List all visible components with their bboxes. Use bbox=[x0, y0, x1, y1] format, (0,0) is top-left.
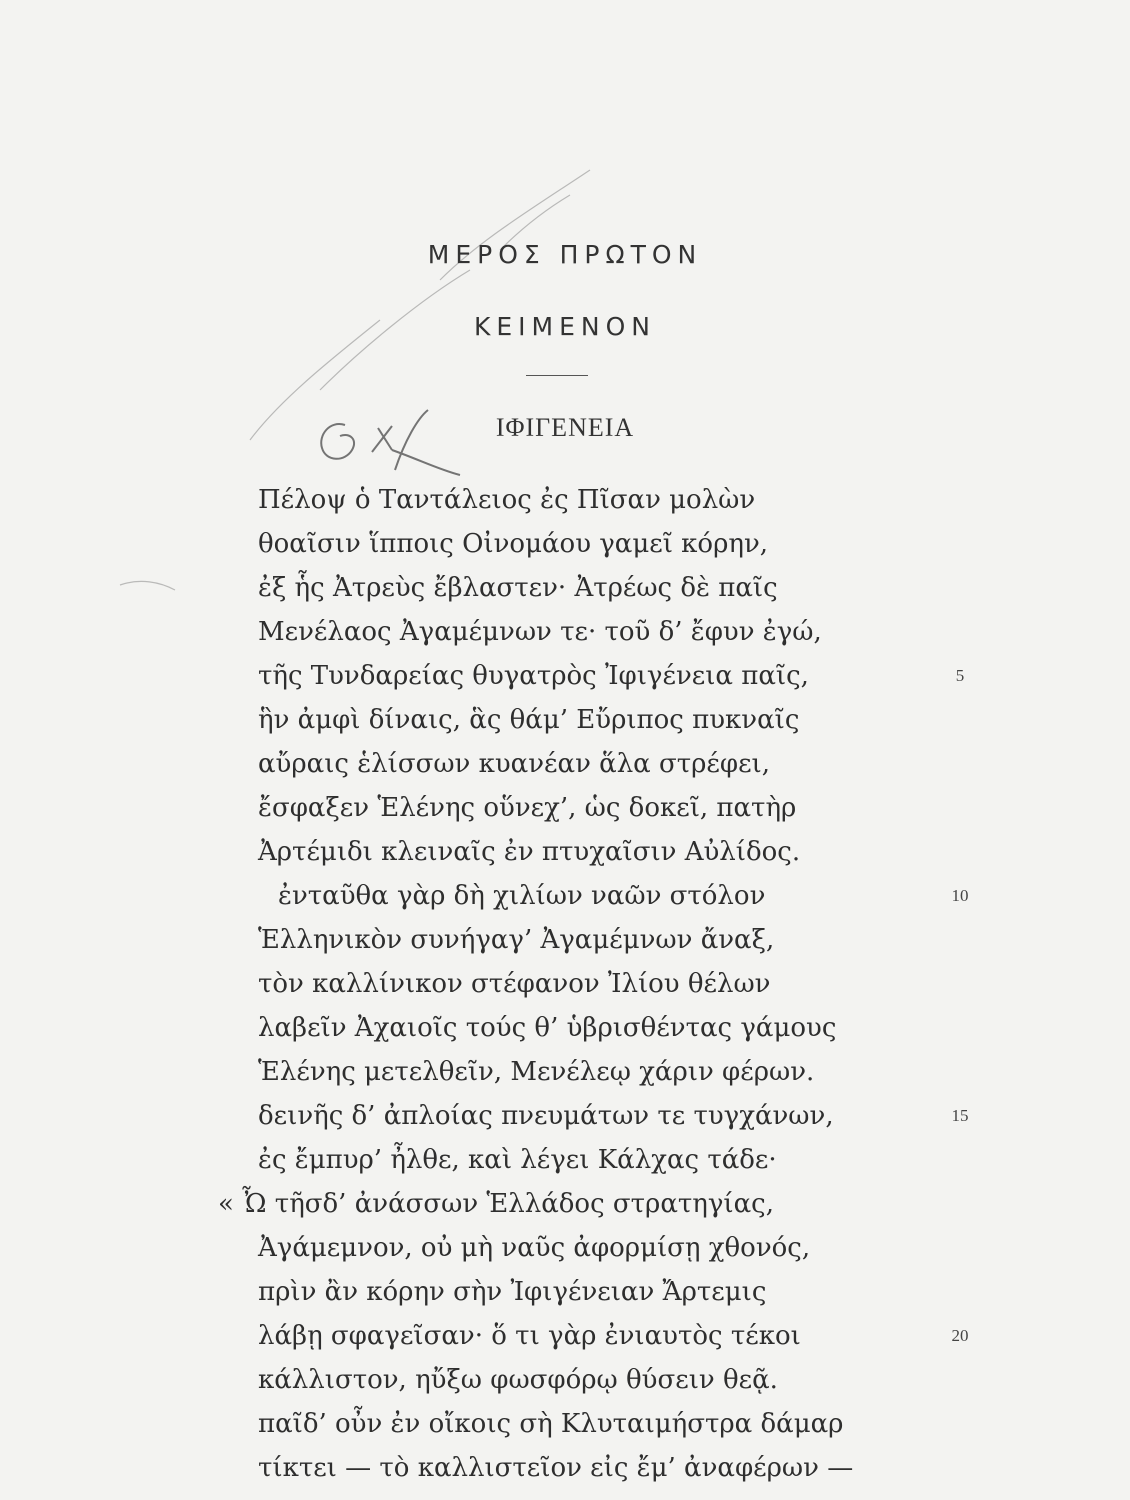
verse-line: ἐνταῦθα γὰρ δὴ χιλίων ναῶν στόλον bbox=[278, 881, 766, 911]
verse-line: πρὶν ἂν κόρην σὴν Ἰφιγένειαν Ἄρτεμις bbox=[258, 1277, 767, 1307]
verse-line: τίκτει — τὸ καλλιστεῖον εἰς ἔμ’ ἀναφέρων — bbox=[258, 1453, 854, 1483]
verse-line: θοαῖσιν ἵπποις Οἰνομάου γαμεῖ κόρην, bbox=[258, 529, 769, 559]
verse-line: ἔσφαξεν Ἑλένης οὕνεχ’, ὡς δοκεῖ, πατὴρ bbox=[258, 793, 797, 823]
play-title: ΙΦΙΓΕΝΕΙΑ bbox=[495, 413, 635, 442]
verse-line: Μενέλαος Ἀγαμέμνων τε· τοῦ δ’ ἔφυν ἐγώ, bbox=[258, 617, 822, 647]
verse-line: Ἀγάμεμνον, οὐ μὴ ναῦς ἀφορμίσῃ χθονός, bbox=[258, 1233, 811, 1263]
verse-line: κάλλιστον, ηὔξω φωσφόρῳ θύσειν θεᾷ. bbox=[258, 1365, 778, 1395]
verse-line: λαβεῖν Ἀχαιοῖς τούς θ’ ὑβρισθέντας γάμους bbox=[258, 1013, 837, 1043]
verse-line: δεινῆς δ’ ἀπλοίας πνευμάτων τε τυγχάνων, bbox=[258, 1101, 834, 1131]
section-title: ΚΕΙΜΕΝΟΝ bbox=[473, 312, 656, 341]
line-number: 5 bbox=[955, 666, 965, 685]
verse-line: ἐξ ἧς Ἀτρεὺς ἔβλαστεν· Ἀτρέως δὲ παῖς bbox=[258, 573, 778, 603]
verse-line: ἣν ἀμφὶ δίναις, ἃς θάμ’ Εὔριπος πυκναῖς bbox=[258, 705, 800, 735]
verse-line: « Ὦ τῆσδ’ ἀνάσσων Ἑλλάδος στρατηγίας, bbox=[218, 1189, 774, 1219]
verse-line: Πέλοψ ὁ Ταντάλειος ἐς Πῖσαν μολὼν bbox=[258, 485, 756, 515]
verse-line: τὸν καλλίνικον στέφανον Ἰλίου θέλων bbox=[258, 969, 771, 999]
part-title: ΜΕΡΟΣ ΠΡΩΤΟΝ bbox=[427, 240, 703, 269]
line-number: 15 bbox=[951, 1106, 969, 1125]
verse-line: αὔραις ἑλίσσων κυανέαν ἅλα στρέφει, bbox=[258, 749, 771, 779]
verse-line: λάβῃ σφαγεῖσαν· ὅ τι γὰρ ἐνιαυτὸς τέκοι bbox=[258, 1321, 801, 1351]
verse-line: Ἀρτέμιδι κλειναῖς ἐν πτυχαῖσιν Αὐλίδος. bbox=[258, 837, 801, 867]
verse-line: Ἑλένης μετελθεῖν, Μενέλεῳ χάριν φέρων. bbox=[258, 1057, 815, 1087]
line-number: 10 bbox=[951, 886, 969, 905]
verse-line: τῆς Τυνδαρείας θυγατρὸς Ἰφιγένεια παῖς, bbox=[258, 661, 809, 691]
verse-line: ἐς ἔμπυρ’ ἦλθε, καὶ λέγει Κάλχας τάδε· bbox=[258, 1145, 777, 1175]
verse-line: παῖδ’ οὖν ἐν οἴκοις σὴ Κλυταιμήστρα δάμαρ bbox=[258, 1409, 844, 1439]
verse-line: Ἑλληνικὸν συνήγαγ’ Ἀγαμέμνων ἄναξ, bbox=[258, 925, 775, 955]
line-number: 20 bbox=[951, 1326, 969, 1345]
title-divider bbox=[526, 375, 588, 376]
